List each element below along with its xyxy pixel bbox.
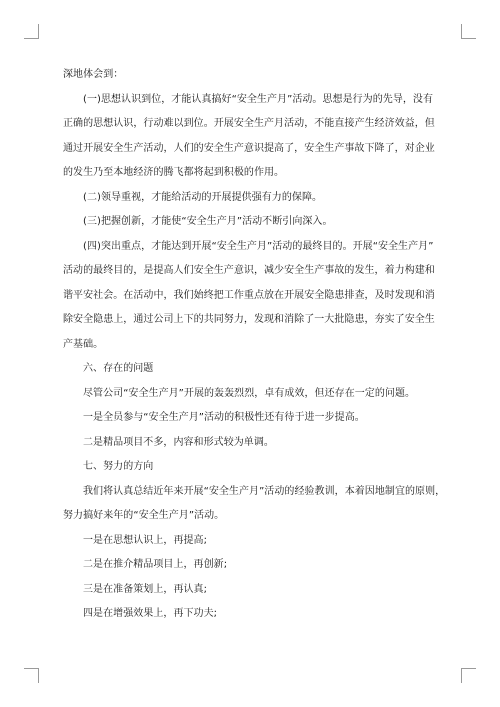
list-item: 三是在准备策划上，再认真;	[83, 583, 208, 595]
list-item: 四是在增强效果上，再下功夫;	[83, 608, 218, 619]
text-line: 深地体会到：	[63, 69, 124, 80]
crop-mark-bottom-right	[461, 668, 476, 683]
section-heading: 六、存在的问题	[83, 363, 154, 374]
crop-mark-top-left	[24, 24, 39, 39]
text-line: (一)思想认识到位，才能认真搞好“安全生产月”活动。思想是行为的先导，没有	[83, 93, 434, 105]
crop-mark-top-right	[461, 24, 476, 39]
list-item: 二是在推介精品项目上，再创新;	[83, 559, 228, 570]
text-line: 二是精品项目不多，内容和形式较为单调。	[83, 436, 274, 448]
text-line: (四)突出重点，才能达到开展“安全生产月”活动的最终目的。开展“安全生产月”	[83, 240, 434, 252]
text-line: (二)领导重视，才能给活动的开展提供强有力的保障。	[83, 191, 323, 203]
text-line: 正确的思想认识，行动难以到位。开展安全生产月活动，不能直接产生经济效益，但	[63, 118, 435, 129]
text-line: 尽管公司“安全生产月”开展的轰轰烈烈，卓有成效，但还存在一定的问题。	[83, 387, 416, 399]
document-page	[63, 63, 446, 627]
list-item: 一是在思想认识上，再提高;	[83, 534, 208, 546]
text-line: 通过开展安全生产活动，人们的安全生产意识提高了，安全生产事故下降了，对企业	[63, 142, 435, 154]
text-line: 活动的最终目的，是提高人们安全生产意识，减少安全生产事故的发生，着力构建和	[63, 265, 435, 276]
crop-mark-bottom-left	[24, 668, 39, 683]
text-line: 产基础。	[63, 338, 104, 350]
text-line: (三)把握创新，才能使“安全生产月”活动不断引向深入。	[83, 216, 333, 227]
text-line: 除安全隐患上，通过公司上下的共同努力，发现和消除了一大批隐患，夯实了安全生	[63, 314, 435, 325]
text-line: 我们将认真总结近年来开展“安全生产月”活动的经验教训，本着因地制宜的原则，	[83, 485, 446, 497]
section-heading: 七、努力的方向	[83, 461, 154, 472]
text-line: 一是全员参与“安全生产月”活动的积极性还有待于进一步提高。	[83, 412, 365, 423]
text-line: 谐平安社会。在活动中，我们始终把工作重点放在开展安全隐患排查，及时发现和消	[63, 289, 435, 301]
text-line: 努力搞好来年的“安全生产月”活动。	[63, 510, 225, 521]
text-line: 的发生乃至本地经济的腾飞都将起到积极的作用。	[63, 167, 285, 178]
